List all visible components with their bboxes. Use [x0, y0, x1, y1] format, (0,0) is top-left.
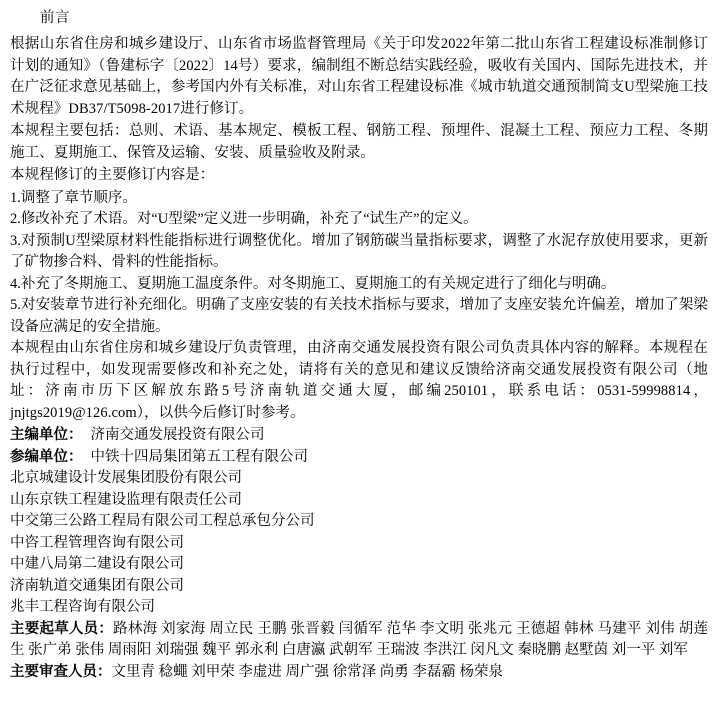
drafters-names: 路林海 刘家海 周立民 王鹏 张晋毅 闫循军 范华 李文明 张兆元 王德超 韩林 马建平 刘伟 胡莲生 张广弟 张伟 周雨阳 刘瑞强 魏平 郭永利 白唐瀛 武朝军 王瑞波 李洪江 闵凡文 秦晓鹏 赵墅茵 刘一平 刘军 [10, 620, 708, 658]
organization-value: 济南轨道交通集团有限公司 [10, 577, 184, 594]
revision-item: 3.对预制U型梁原材料性能指标进行调整优化。增加了钢筋碳当量指标要求，调整了水泥存放使用要求，更新了矿物掺合料、骨料的性能指标。 [10, 232, 708, 270]
page-title: 前言 [40, 10, 70, 26]
organization-value: 中交第三公路工程局有限公司工程总承包分公司 [10, 513, 315, 529]
drafters-line [10, 619, 708, 662]
paragraph-background: 根据山东省住房和城乡建设厅、山东省市场监督管理局《关于印发2022年第二批山东省工程建设标准制修订计划的通知》（鲁建标字〔2022〕14号）要求，编制组不断总结实践经验，吸收有关国内、国际先进技术，并在广泛征求意见基础上，参考国内外有关标准，对山东省工程建设标准《城市轨道交通预制简支U型梁施工技术规程》DB37/T5098-2017进行修订。 [10, 36, 708, 117]
reviewers-names: 文里青 稔蠅 刘甲荣 李虚进 周广强 徐常泽 尚勇 李磊霸 杨荣泉 [111, 663, 503, 680]
organization-line [10, 490, 708, 512]
revision-item: 2.修改补充了术语。对“U型梁”定义进一步明确，补充了“试生产”的定义。 [10, 211, 478, 227]
organization-value: 兆丰工程咨询有限公司 [10, 599, 155, 615]
revision-item: 4.补充了冬期施工、夏期施工温度条件。对冬期施工、夏期施工的有关规定进行了细化与明确。 [10, 275, 616, 292]
organization-line [10, 576, 708, 598]
organization-line [10, 554, 708, 576]
organization-line [10, 468, 708, 490]
organization-line [10, 511, 708, 533]
organization-line [10, 425, 708, 447]
drafters-label: 主要起草人员： [10, 620, 114, 637]
reviewers-label: 主要审查人员： [10, 663, 112, 680]
organization-value: 山东京铁工程建设监理有限责任公司 [10, 491, 242, 508]
organization-value: 中咨工程管理咨询有限公司 [10, 534, 184, 551]
organization-label: 主编单位： [10, 427, 83, 443]
organization-line [10, 597, 708, 619]
revision-item: 1.调整了章节顺序。 [10, 189, 137, 206]
organization-line [10, 447, 708, 469]
organization-label: 参编单位： [10, 448, 83, 465]
paragraph-management: 本规程由山东省住房和城乡建设厅负责管理，由济南交通发展投资有限公司负责具体内容的解释。本规程在执行过程中，如发现需要修改和补充之处，请将有关的意见和建议反馈给济南交通发展投资有限公司（地址：济南市历下区解放东路5号济南轨道交通大厦，邮编250101，联系电话：0531-59998814，jnjtgs2019@126.com），以供今后修订时参考。 [10, 340, 708, 421]
reviewers-line [10, 662, 708, 684]
organization-value: 中建八局第二建设有限公司 [10, 556, 184, 572]
organization-value: 北京城建设计发展集团股份有限公司 [10, 470, 242, 486]
revision-item: 5.对安装章节进行补充细化。明确了支座安装的有关技术指标与要求，增加了支座安装允许偏差，增加了架梁设备应满足的安全措施。 [10, 297, 708, 335]
organization-value: 济南交通发展投资有限公司 [90, 427, 265, 443]
paragraph-revision-intro: 本规程修订的主要修订内容是： [10, 167, 215, 183]
organization-value: 中铁十四局集团第五工程有限公司 [90, 448, 308, 465]
organization-line [10, 533, 708, 555]
paragraph-scope: 本规程主要包括：总则、术语、基本规定、模板工程、钢筋工程、预埋件、混凝土工程、预应力工程、冬期施工、夏期施工、保管及运输、安装、质量验收及附录。 [10, 123, 708, 161]
